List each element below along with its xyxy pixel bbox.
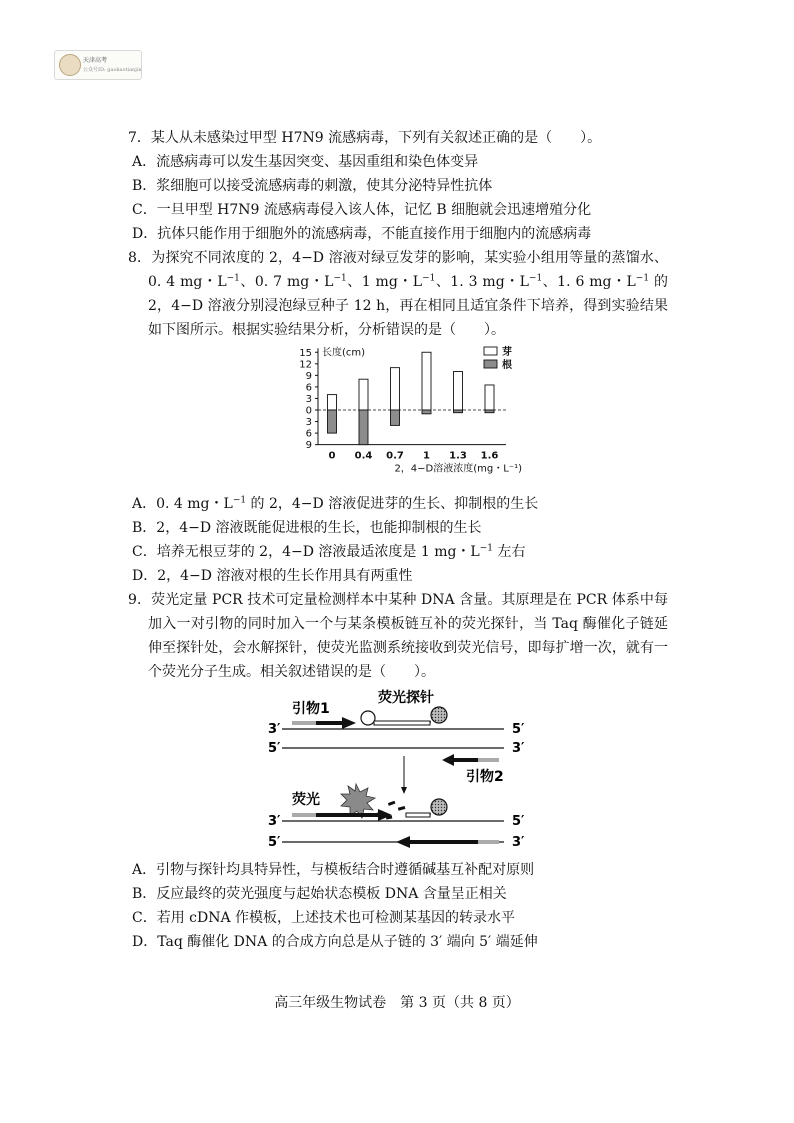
probe-label: 荧光探针 — [378, 690, 434, 706]
primer2-arrow-icon — [396, 836, 410, 848]
question-7-option-d: D．抗体只能作用于细胞外的流感病毒，不能直接作用于细胞内的流感病毒 — [132, 226, 592, 242]
bar-root — [485, 410, 494, 413]
primer1-label: 引物1 — [292, 701, 330, 717]
option-text: B．2，4−D 溶液既能促进根的生长，也能抑制根的生长 — [132, 520, 482, 536]
question-8 — [128, 246, 668, 588]
probe-remainder — [406, 813, 430, 817]
end-label: 5′ — [268, 835, 281, 850]
question-9-option-c: C．若用 cDNA 作模板，上述技术也可检测某基因的转录水平 — [132, 910, 516, 926]
question-7 — [128, 126, 668, 246]
logo-title: 天津高考 — [83, 57, 108, 64]
stem-text: 、0. 7 mg・L — [239, 274, 334, 290]
option-sup: −1 — [232, 495, 247, 506]
stem-sup: −1 — [333, 273, 347, 284]
end-label: 5′ — [512, 814, 525, 829]
stem-sup: −1 — [422, 273, 436, 284]
x-tick-label: 0.4 — [354, 450, 373, 462]
bar-root — [359, 410, 368, 445]
bar-root — [391, 410, 400, 425]
x-tick-label: 0.7 — [386, 450, 404, 462]
question-7-option-b: B．浆细胞可以接受流感病毒的刺激，使其分泌特异性抗体 — [132, 178, 493, 194]
bar-root — [328, 410, 337, 433]
pcr-diagram-svg — [128, 686, 668, 856]
page-footer: 高三年级生物试卷 第 3 页（共 8 页） — [274, 995, 520, 1011]
primer2-arrow-icon — [442, 754, 454, 766]
question-8-option-b — [128, 516, 668, 540]
process-arrow-icon — [401, 787, 407, 794]
question-7-stem: 7．某人从未感染过甲型 H7N9 流感病毒，下列有关叙述正确的是（ ）。 — [128, 130, 602, 146]
x-tick-label: 1 — [423, 450, 430, 462]
question-9-option-d: D．Taq 酶催化 DNA 的合成方向总是从子链的 3′ 端向 5′ 端延伸 — [132, 934, 538, 950]
legend-swatch — [484, 360, 497, 368]
bar-sprout — [485, 385, 494, 410]
legend-label: 芽 — [502, 347, 512, 358]
y-tick-label: 3 — [305, 393, 312, 405]
y-tick-label: 0 — [305, 405, 312, 417]
y-tick-label: 3 — [305, 417, 312, 429]
end-label: 3′ — [512, 741, 525, 756]
stem-text: 、1. 3 mg・L — [435, 274, 529, 290]
bar-root — [454, 410, 463, 413]
y-tick-label: 12 — [299, 359, 312, 371]
end-label: 5′ — [268, 741, 281, 756]
y-tick-label: 6 — [305, 382, 312, 394]
option-text: 左右 — [493, 544, 526, 560]
quencher-icon — [431, 799, 447, 815]
end-label: 3′ — [268, 814, 281, 829]
fluorophore-icon — [361, 711, 375, 725]
end-label: 3′ — [512, 835, 525, 850]
primer2-label: 引物2 — [466, 769, 504, 785]
fluorescence-burst-icon — [341, 784, 375, 818]
option-text: C．培养无根豆芽的 2，4−D 溶液最适浓度是 1 mg・L — [132, 544, 480, 560]
question-8-option-a — [128, 492, 668, 516]
question-8-stem — [128, 246, 668, 342]
y-tick-label: 15 — [299, 347, 312, 359]
bar-root — [422, 410, 431, 414]
question-9-stem: 9．荧光定量 PCR 技术可定量检测样本中某种 DNA 含量。其原理是在 PCR 体系中每加入一对引物的同时加入一个与某条模板链互补的荧光探针，当 Taq 酶催化子链延伸至探针处，会水解探针，使荧光监测系统接收到荧光信号，即每扩增一次，就有一个荧光分子生成。相关叙述错误的是（ ）。 — [128, 592, 668, 680]
quencher-icon — [431, 707, 447, 723]
probe-fragment — [388, 801, 396, 806]
x-tick-label: 1.6 — [480, 450, 499, 462]
bar-chart — [128, 343, 668, 489]
option-text: D．2，4−D 溶液对根的生长作用具有两重性 — [132, 568, 413, 584]
logo — [54, 50, 142, 80]
legend-label: 根 — [502, 360, 512, 371]
legend-swatch — [484, 347, 497, 355]
option-sup: −1 — [479, 543, 494, 554]
stem-sup: −1 — [226, 273, 240, 284]
logo-subtitle: 公众号ID: gaokaotianjin — [83, 67, 142, 73]
logo-mascot-icon — [59, 54, 81, 76]
fluorescence-label: 荧光 — [292, 792, 320, 808]
bar-sprout — [391, 368, 400, 410]
stem-text: 、1 mg・L — [346, 274, 423, 290]
stem-sup: −1 — [635, 273, 650, 284]
stem-text: 、1. 6 mg・L — [542, 274, 636, 290]
extension-arrow-icon — [378, 809, 392, 821]
x-tick-label: 0 — [328, 450, 336, 462]
page-content — [128, 126, 668, 954]
x-tick-label: 1.3 — [449, 450, 467, 462]
y-tick-label: 9 — [305, 440, 312, 452]
end-label: 5′ — [512, 722, 525, 737]
probe-strand — [374, 721, 430, 725]
stem-text: 8．为探究不同浓度的 2，4−D 溶液对绿豆发芽的影响，某实验小组用等量的蒸馏水、0. 4 mg・L — [128, 250, 668, 290]
x-axis-label: 2，4−D溶液浓度(mg・L⁻¹) — [394, 463, 522, 475]
question-7-option-a: A．流感病毒可以发生基因突变、基因重组和染色体变异 — [132, 154, 479, 170]
question-9-option-b: B．反应最终的荧光强度与起始状态模板 DNA 含量呈正相关 — [132, 886, 507, 902]
question-8-option-d — [128, 564, 668, 588]
option-text: A．0. 4 mg・L — [132, 496, 233, 512]
y-tick-label: 6 — [305, 428, 312, 440]
y-tick-label: 9 — [305, 370, 312, 382]
bar-chart-figure — [128, 343, 668, 489]
y-axis-label: 长度(cm) — [322, 347, 366, 359]
bar-sprout — [454, 372, 463, 411]
option-text: 的 2，4−D 溶液促进芽的生长、抑制根的生长 — [246, 496, 539, 512]
bar-sprout — [359, 379, 368, 410]
bar-sprout — [422, 352, 431, 410]
question-8-option-c — [128, 540, 668, 564]
stem-sup: −1 — [528, 273, 543, 284]
stem-text: 的 2，4−D 溶液分别浸泡绿豆种子 12 h，再在相同且适宜条件下培养，得到实验结果如下图所示。根据实验结果分析，分析错误的是（ ）。 — [148, 274, 668, 338]
bar-sprout — [328, 395, 337, 410]
question-9-option-a: A．引物与探针均具特异性，与模板结合时遵循碱基互补配对原则 — [132, 862, 535, 878]
primer1-arrow-icon — [342, 717, 356, 729]
pcr-diagram — [128, 686, 668, 856]
end-label: 3′ — [268, 722, 281, 737]
question-7-option-c: C．一旦甲型 H7N9 流感病毒侵入该人体，记忆 B 细胞就会迅速增殖分化 — [132, 202, 592, 218]
question-9 — [128, 588, 668, 954]
probe-fragment — [398, 806, 406, 811]
